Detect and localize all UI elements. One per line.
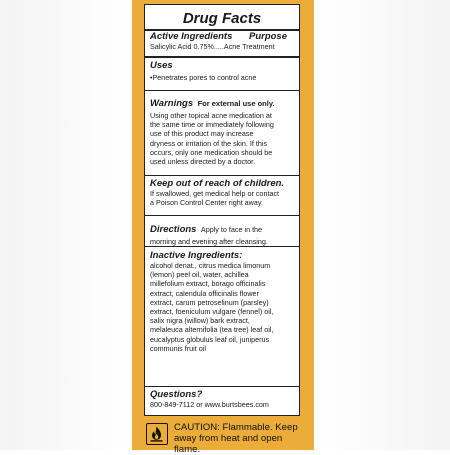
divider <box>145 90 299 91</box>
warnings-line: the same time or immediately following <box>150 120 274 130</box>
warnings-heading: Warnings <box>150 98 194 109</box>
uses-section <box>150 60 295 82</box>
divider <box>145 246 299 247</box>
inactive-ingredients-section <box>150 250 295 353</box>
caution-line: away from heat and open flame. <box>174 433 283 455</box>
inactive-line: communis fruit oil <box>150 343 206 353</box>
caution-area <box>144 420 300 455</box>
keep-out-section <box>150 178 295 207</box>
divider <box>145 386 299 387</box>
divider <box>145 56 299 58</box>
keep-out-heading: Keep out of reach of children. <box>150 178 285 189</box>
inactive-line: alcohol denat., citrus medica limonum <box>150 261 271 270</box>
background-left <box>0 0 130 450</box>
questions-heading: Questions? <box>150 389 203 400</box>
inactive-line: (lemon) peel oil, water, achillea <box>150 270 249 280</box>
keep-out-line: If swallowed, get medical help or contact <box>150 189 280 198</box>
uses-line: •Penetrates pores to control acne <box>150 73 257 82</box>
inactive-line: extract, carum petroselinum (parsley) <box>150 297 269 307</box>
active-ingredients-section <box>150 31 295 51</box>
inactive-line: eucalyptus globulus leaf oil, juniperus <box>150 334 270 344</box>
caution-line: CAUTION: Flammable. Keep <box>174 422 298 433</box>
keep-out-line: a Poison Control Center right away. <box>150 198 263 208</box>
inactive-ingredients-heading: Inactive Ingredients: <box>150 250 243 261</box>
warnings-line: occurs, only one medication should be <box>150 147 273 157</box>
warnings-section <box>150 93 295 166</box>
directions-section <box>150 219 295 246</box>
questions-section <box>150 389 295 409</box>
purpose-heading: Purpose <box>248 31 287 42</box>
drug-facts-title: Drug Facts <box>182 10 262 27</box>
warnings-line: Using other topical acne medication at <box>150 111 272 120</box>
active-ingredient-line: Salicylic Acid 0.75%.....Acne Treatment <box>150 42 275 51</box>
inactive-line: salix nigra (willow) bark extract, <box>150 316 250 326</box>
active-ingredients-heading: Active Ingredients <box>150 31 233 42</box>
inactive-line: extract, foeniculum vulgare (fennel) oil, <box>150 307 274 317</box>
directions-heading: Directions <box>150 224 197 235</box>
divider <box>145 175 299 176</box>
divider <box>145 215 299 216</box>
directions-line: Apply to face in the <box>200 225 263 234</box>
external-use-note: For external use only. <box>197 99 275 108</box>
inactive-line: extract, calendula officinalis flower <box>150 288 259 298</box>
warnings-line: dryness or irritation of the skin. If this <box>150 138 268 148</box>
uses-heading: Uses <box>150 60 173 71</box>
warnings-line: used unless directed by a doctor. <box>150 157 256 167</box>
warnings-line: use of this product may increase <box>150 129 254 139</box>
inactive-line: melaleuca alternifolia (tea tree) leaf oil, <box>150 325 274 335</box>
caution-text <box>174 422 300 455</box>
drug-facts-panel <box>144 4 300 416</box>
inactive-line: millefolium extract, borago officinalis <box>150 279 266 289</box>
questions-line: 800-849-7112 or www.burtsbees.com <box>150 400 269 409</box>
directions-line: morning and evening after cleansing. <box>150 237 268 246</box>
background-right <box>320 0 450 450</box>
flame-icon <box>146 423 168 445</box>
